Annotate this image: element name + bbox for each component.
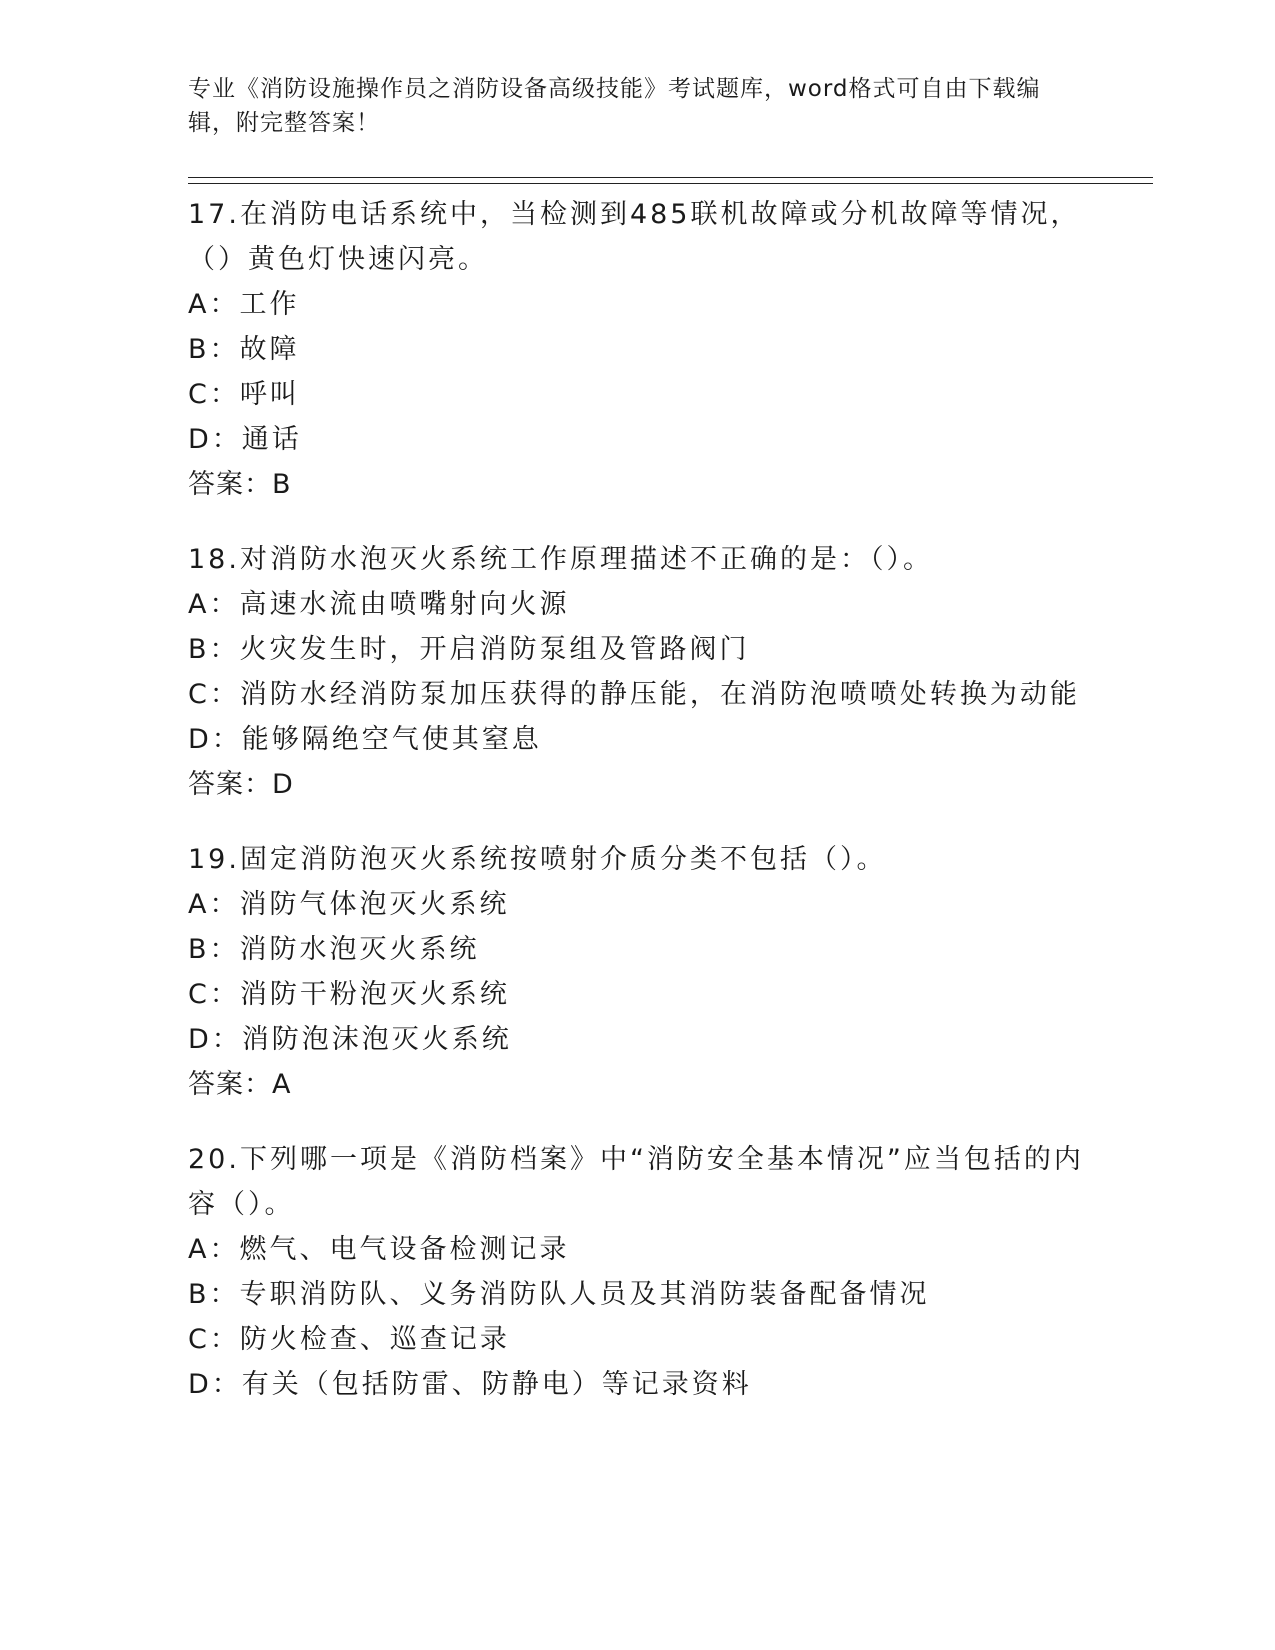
option-b: B：消防水泡灭火系统 [188, 934, 480, 965]
question-stem: 20.下列哪一项是《消防档案》中“消防安全基本情况”应当包括的内容（）。 [188, 1144, 1084, 1220]
option-c: C：呼叫 [188, 379, 300, 410]
option-b: B：专职消防队、义务消防队人员及其消防装备配备情况 [188, 1279, 930, 1310]
option-a: A：消防气体泡灭火系统 [188, 889, 510, 920]
document-intro: 专业《消防设施操作员之消防设备高级技能》考试题库，word格式可自由下载编辑，附完整答案！ [188, 76, 1041, 136]
header-divider-bottom [188, 183, 1153, 184]
option-d: D：通话 [188, 424, 302, 455]
question-19 [188, 837, 1088, 1107]
question-stem: 19.固定消防泡灭火系统按喷射介质分类不包括（）。 [188, 844, 887, 875]
question-list [188, 192, 1088, 1437]
question-20 [188, 1137, 1088, 1407]
option-a: A：高速水流由喷嘴射向火源 [188, 589, 570, 620]
question-17 [188, 192, 1088, 507]
question-18 [188, 537, 1088, 807]
option-a: A：燃气、电气设备检测记录 [188, 1234, 570, 1265]
option-d: D：消防泡沫泡灭火系统 [188, 1024, 512, 1055]
option-c: C：消防水经消防泵加压获得的静压能，在消防泡喷喷处转换为动能 [188, 679, 1080, 710]
answer-line: 答案：D [188, 769, 294, 800]
question-stem: 18.对消防水泡灭火系统工作原理描述不正确的是：（）。 [188, 544, 933, 575]
answer-line: 答案：B [188, 469, 292, 500]
option-b: B：火灾发生时，开启消防泵组及管路阀门 [188, 634, 750, 665]
header-divider-top [188, 177, 1153, 178]
question-stem: 17.在消防电话系统中，当检测到485联机故障或分机故障等情况，（）黄色灯快速闪亮。 [188, 199, 1081, 275]
option-b: B：故障 [188, 334, 300, 365]
option-a: A：工作 [188, 289, 300, 320]
option-c: C：消防干粉泡灭火系统 [188, 979, 510, 1010]
option-c: C：防火检查、巡查记录 [188, 1324, 510, 1355]
answer-line: 答案：A [188, 1069, 292, 1100]
option-d: D：有关（包括防雷、防静电）等记录资料 [188, 1369, 752, 1400]
option-d: D：能够隔绝空气使其窒息 [188, 724, 542, 755]
